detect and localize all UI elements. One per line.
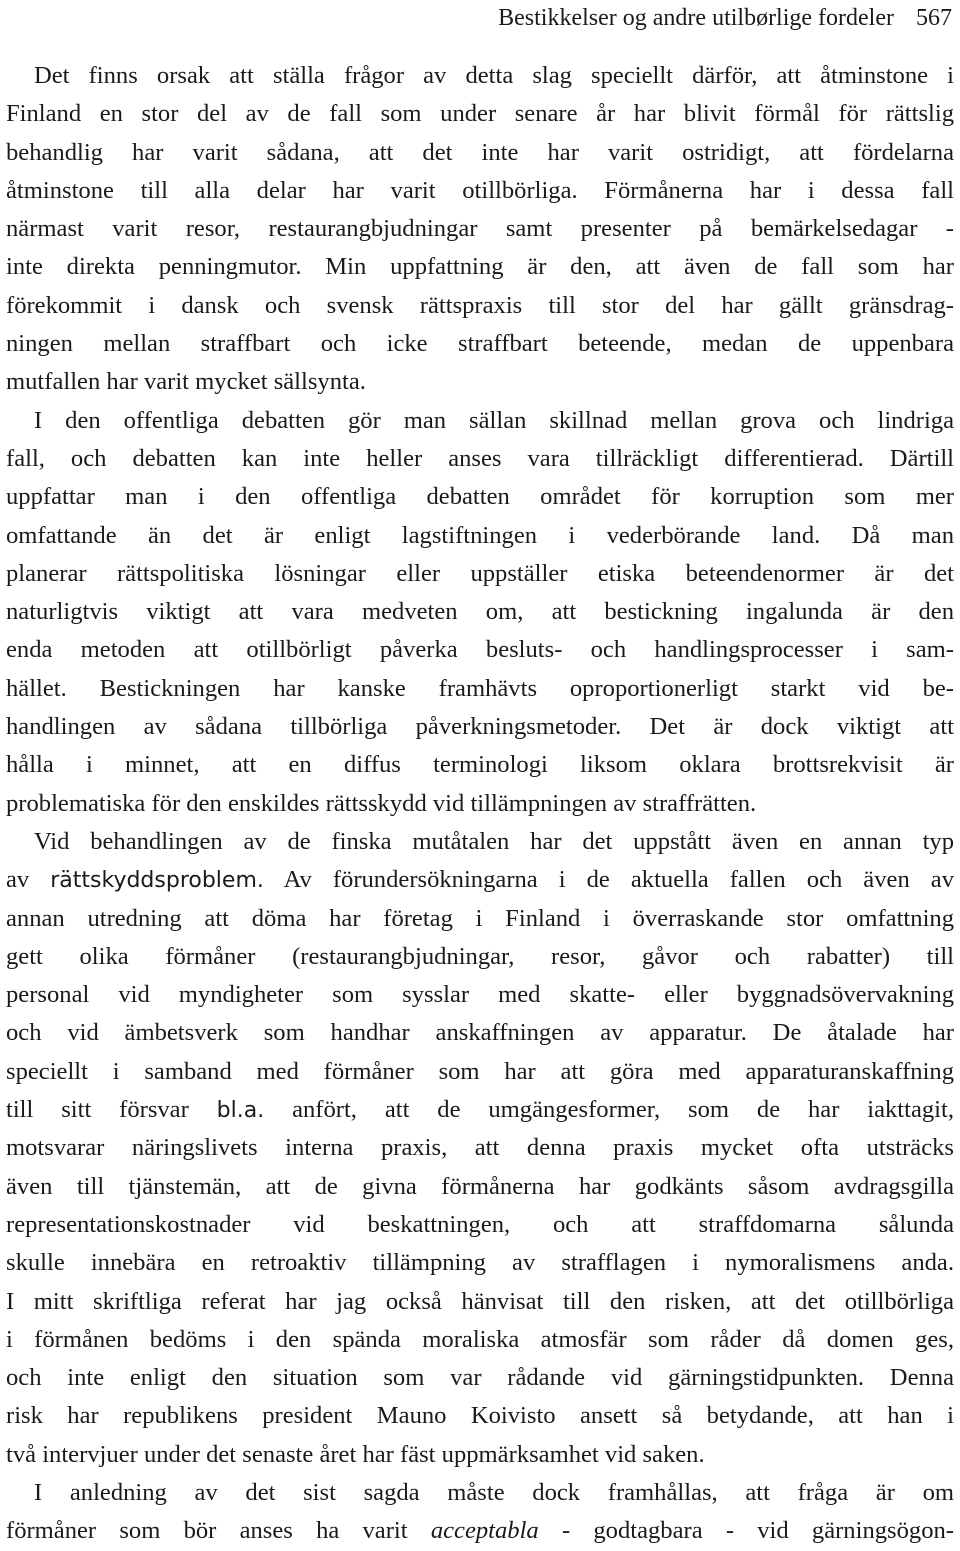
text-line: två intervjuer under det senaste året har fäst uppmärksamhet vid saken. bbox=[6, 1440, 705, 1468]
text-line: och inte enligt den situation som var rådande vid gärningstidpunkten. Denna bbox=[6, 1364, 954, 1392]
text-run: Av förundersökningarna i de aktuella fallen och även av bbox=[263, 866, 954, 894]
text-line: omfattande än det är enligt lagstiftningen i vederbörande land. Då man bbox=[6, 521, 954, 549]
text-line: i förmånen bedöms i den spända moraliska atmosfär som råder då domen ges, bbox=[6, 1325, 954, 1353]
text-run: av bbox=[6, 866, 51, 894]
text-line: uppfattar man i den offentliga debatten området för korruption som mer bbox=[6, 483, 954, 511]
text-line: och vid ämbetsverk som handhar anskaffningen av apparatur. De åtalade har bbox=[6, 1019, 954, 1047]
text-run: anfört, att de umgängesformer, som de har iakttagit, bbox=[264, 1096, 954, 1124]
text-line: mutfallen har varit mycket sällsynta. bbox=[6, 368, 366, 396]
page-number: 567 bbox=[916, 5, 952, 31]
text-line bbox=[6, 1091, 954, 1129]
text-line: Det finns orsak att ställa frågor av detta slag speciellt därför, att åtminstone i bbox=[34, 62, 954, 89]
text-line: fall, och debatten kan inte heller anses vara tillräckligt differentierad. Därtill bbox=[6, 444, 954, 472]
text-line: gett olika förmåner (restaurangbjudningar, resor, gåvor och rabatter) till bbox=[6, 942, 954, 970]
text-run-italic: acceptabla bbox=[430, 1517, 539, 1545]
text-line: närmast varit resor, restaurangbjudningar samt presenter på bemärkelsedagar - bbox=[6, 215, 954, 243]
text-line: I mitt skriftliga referat har jag också hänvisat till den risken, att det otillbörliga bbox=[6, 1287, 954, 1315]
text-line: naturligtvis viktigt att vara medveten om, att bestickning ingalunda är den bbox=[6, 598, 954, 626]
text-line: I den offentliga debatten gör man sällan skillnad mellan grova och lindriga bbox=[34, 406, 954, 434]
text-run: förmåner som bör anses ha varit bbox=[6, 1517, 431, 1545]
text-line bbox=[6, 861, 954, 899]
text-line: representationskostnader vid beskattningen, och att straffdomarna sålunda bbox=[6, 1210, 954, 1238]
text-line: skulle innebära en retroaktiv tillämpning av strafflagen i nymoralismens anda. bbox=[6, 1249, 954, 1277]
text-line: åtminstone till alla delar har varit otillbörliga. Förmånerna har i dessa fall bbox=[6, 176, 954, 204]
text-line: risk har republikens president Mauno Koivisto ansett så betydande, att han i bbox=[6, 1402, 954, 1430]
text-line: handlingen av sådana tillbörliga påverkningsmetoder. Det är dock viktigt att bbox=[6, 713, 954, 741]
text-line: förekommit i dansk och svensk rättspraxis till stor del har gällt gränsdrag- bbox=[6, 291, 954, 319]
running-head bbox=[498, 4, 952, 32]
running-head-title: Bestikkelser og andre utilbørlige fordeler bbox=[498, 5, 894, 31]
text-line: personal vid myndigheter som sysslar med skatte- eller byggnadsövervakning bbox=[6, 981, 954, 1009]
text-run-sans: bl.a. bbox=[216, 1098, 265, 1124]
text-line: I anledning av det sist sagda måste dock framhållas, att fråga är om bbox=[34, 1478, 954, 1506]
text-line: även till tjänstemän, att de givna förmånerna har godkänts såsom avdragsgilla bbox=[6, 1172, 954, 1200]
text-line: inte direkta penningmutor. Min uppfattning är den, att även de fall som har bbox=[6, 253, 954, 281]
text-line bbox=[6, 1512, 954, 1550]
text-line: problematiska för den enskildes rättsskydd vid tillämpningen av straffrätten. bbox=[6, 789, 757, 817]
text-run: till sitt försvar bbox=[6, 1096, 217, 1124]
text-line: ningen mellan straffbart och icke straffbart beteende, medan de uppenbara bbox=[6, 330, 954, 358]
text-line: hålla i minnet, att en diffus terminologi liksom oklara brottsrekvisit är bbox=[6, 751, 954, 779]
text-line: behandlig har varit sådana, att det inte har varit ostridigt, att fördelarna bbox=[6, 138, 954, 166]
text-line: Vid behandlingen av de finska mutåtalen har det uppstått även en annan typ bbox=[34, 827, 954, 855]
text-line: annan utredning att döma har företag i Finland i överraskande stor omfattning bbox=[6, 904, 954, 932]
text-line: motsvarar näringslivets interna praxis, att denna praxis mycket ofta utsträcks bbox=[6, 1134, 954, 1162]
text-line: hället. Bestickningen har kanske framhävts oproportionerligt starkt vid be- bbox=[6, 674, 954, 702]
body-text bbox=[6, 57, 954, 1551]
text-line: planerar rättspolitiska lösningar eller uppställer etiska beteendenormer är det bbox=[6, 559, 954, 587]
text-run: - godtagbara - vid gärningsögon- bbox=[538, 1517, 954, 1545]
text-line: Finland en stor del av de fall som under senare år har blivit förmål för rättslig bbox=[6, 100, 954, 128]
text-run-sans: rättskyddsproblem. bbox=[50, 868, 264, 894]
text-line: enda metoden att otillbörligt påverka besluts- och handlingsprocesser i sam- bbox=[6, 636, 954, 664]
text-line: speciellt i samband med förmåner som har att göra med apparaturanskaffning bbox=[6, 1057, 954, 1085]
